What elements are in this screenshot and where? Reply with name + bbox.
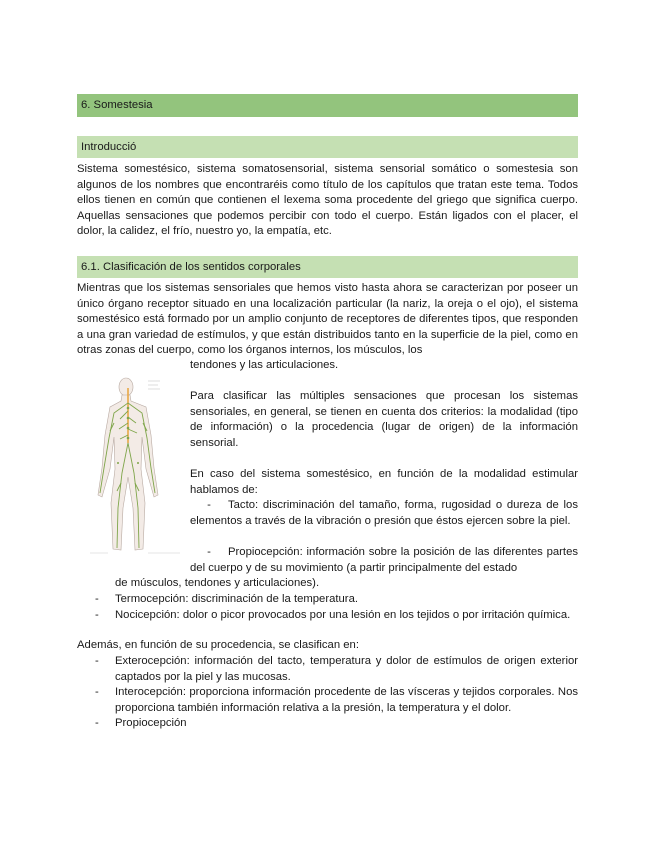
list-item bbox=[77, 716, 578, 732]
classification-paragraph: Mientras que los sistemas sensoriales que hemos visto hasta ahora se caracterizan por poseer un único órgano receptor situado en una localización particular (la nariz, la oreja o el ojo), el sistema somestésico está formado por un amplio conjunto de receptores de diferentes tipos, que responden a una gran variedad de estímulos, y que están distribuidos tanto en la superficie de la piel, como en otras zonas del cuerpo, como los órganos internos, los músculos, los bbox=[77, 282, 578, 357]
propio-dash: - bbox=[207, 546, 211, 558]
classification-paragraph-continued-block bbox=[190, 358, 578, 374]
nocicepcion-text: Nocicepción: dolor o picor provocados por una lesión en los tejidos o por irritación química. bbox=[115, 608, 571, 621]
classification-heading: 6.1. Clasificación de los sentidos corporales bbox=[81, 261, 301, 273]
list-dash: - bbox=[95, 686, 99, 699]
list-item bbox=[77, 685, 578, 716]
classification-heading-bar bbox=[77, 256, 578, 278]
modality-intro: En caso del sistema somestésico, en función de la modalidad estimular hablamos de: bbox=[190, 468, 578, 496]
interocepcion-text: Interocepción: proporciona información procedente de las vísceras y tejidos corporales. Nos proporciona también información relativa a la presión, la temperatura y el dolor. bbox=[115, 686, 578, 714]
classification-text-block bbox=[77, 281, 578, 359]
propiocepcion-continued-block bbox=[115, 576, 578, 592]
list-item bbox=[77, 608, 578, 624]
propiocepcion-continued: de músculos, tendones y articulaciones). bbox=[115, 577, 320, 589]
intro-heading: Introducció bbox=[81, 141, 137, 153]
termocepcion-text: Termocepción: discriminación de la temperatura. bbox=[115, 593, 358, 605]
list-dash: - bbox=[95, 593, 99, 605]
intro-heading-bar bbox=[77, 136, 578, 158]
human-figure-image bbox=[88, 373, 188, 558]
list-dash: - bbox=[95, 655, 99, 667]
intro-text-block bbox=[77, 162, 578, 240]
modality-list bbox=[77, 592, 578, 623]
list-item bbox=[77, 654, 578, 685]
section-title: 6. Somestesia bbox=[81, 99, 153, 111]
list-item bbox=[77, 592, 578, 608]
intro-paragraph: Sistema somestésico, sistema somatosensorial, sistema sensorial somático o somestesia son algunos de los nombres que encontraréis como título de los capítulos que tratan este tema. Todos ellos tienen en común que contienen el lexema soma procedente del griego que significa cuerpo. Aquellas sensaciones que podemos percibir con todo el cuerpo. Están ligados con el placer, el dolor, la calidez, el frío, nuestro yo, la empatía, etc. bbox=[77, 163, 578, 238]
criteria-paragraph: Para clasificar las múltiples sensaciones que procesan los sistemas sensoriales, en general, se tienen en cuenta dos criterios: la modalidad (tipo de información) o la procedencia (lugar de origen) de la información sensorial. bbox=[190, 390, 578, 449]
origin-list bbox=[77, 654, 578, 732]
list-dash: - bbox=[95, 717, 99, 730]
propiocepcion-text: Propiocepción: información sobre la posición de las diferentes partes del cuerpo y de su movimiento (a partir principalmente del estado bbox=[190, 546, 578, 574]
origin-intro-block bbox=[77, 638, 578, 654]
list-dash: - bbox=[95, 608, 99, 621]
propiocepcion-item bbox=[190, 545, 578, 576]
tacto-item bbox=[190, 498, 578, 529]
classification-paragraph-continued: tendones y las articulaciones. bbox=[190, 359, 339, 371]
nervous-system-illustration bbox=[88, 373, 188, 558]
criteria-paragraph-block bbox=[190, 389, 578, 451]
tacto-text: Tacto: discriminación del tamaño, forma, rugosidad o dureza de los elementos a través de la vibración o presión que éstos ejercen sobre la piel. bbox=[190, 499, 578, 527]
modality-intro-block bbox=[190, 467, 578, 498]
origin-intro: Además, en función de su procedencia, se clasifican en: bbox=[77, 639, 359, 651]
propiocepcion-list-text: Propiocepción bbox=[115, 717, 187, 730]
tacto-dash: - bbox=[207, 499, 211, 511]
exterocepcion-text: Exterocepción: información del tacto, temperatura y dolor de estímulos de origen exterior captados por la piel y las mucosas. bbox=[115, 655, 578, 683]
section-title-bar bbox=[77, 94, 578, 117]
